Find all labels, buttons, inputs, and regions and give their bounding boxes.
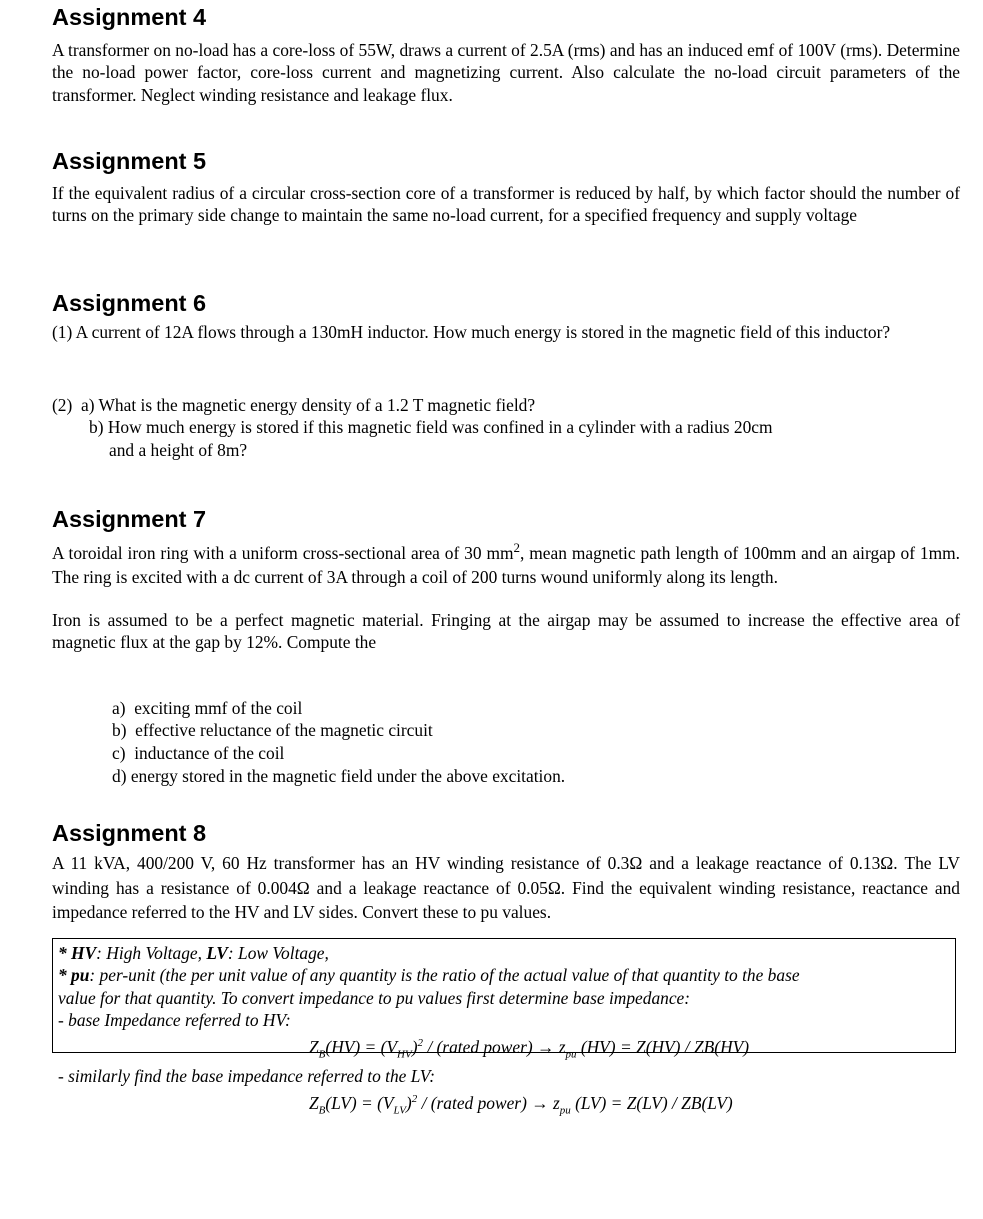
formula-lv-z: Z: [309, 1092, 319, 1113]
formula-lv-mid: ): [405, 1092, 412, 1113]
assignment-7-item-c: c) inductance of the coil: [112, 743, 285, 763]
assignment-7-item-b: b) effective reluctance of the magnetic circuit: [112, 720, 433, 740]
assignment-7-heading: Assignment 7: [52, 506, 207, 532]
formula-hv-square: 2: [417, 1036, 423, 1049]
assignment-8-body: A 11 kVA, 400/200 V, 60 Hz transformer has an HV winding resistance of 0.3Ω and a leakage reactance of 0.13Ω. The LV winding has a resistance of 0.004Ω and a leakage reactance of 0.05Ω. Find the equivalent winding resistance, reactance and impedance referred to the HV and LV sides. Convert these to pu values.: [52, 853, 960, 922]
assignment-7-item-a: a) exciting mmf of the coil: [112, 698, 303, 718]
assignment-6-question-2b-cont: and a height of 8m?: [109, 440, 248, 460]
assignment-7-body-post: , mean magnetic path length of 100mm and an airgap of 1mm. The ring is excited with a dc current of 3A through a coil of 200 turns wound uniformly along its length.: [52, 542, 960, 588]
assignment-5-heading: Assignment 5: [52, 148, 207, 174]
note-pu-text: : per-unit (the per unit value of any quantity is the ratio of the actual value of that quantity to the base: [89, 965, 800, 986]
assignment-5-body: If the equivalent radius of a circular cross-section core of a transformer is reduced by half, by which factor should the number of turns on the primary side change to maintain the same no-load current, for a specified frequency and supply voltage: [52, 183, 960, 226]
note-hv-text: : High Voltage,: [96, 943, 207, 963]
formula-lv: [58, 1088, 950, 1122]
assignment-7-body-2: Iron is assumed to be a perfect magnetic material. Fringing at the airgap may be assumed to increase the effective area of magnetic flux at the gap by 12%. Compute the: [52, 610, 960, 653]
formula-lv-v-sub: LV: [393, 1103, 406, 1116]
formula-lv-square: 2: [411, 1092, 418, 1105]
note-line-base-lv: - similarly find the base impedance referred to the LV:: [58, 1066, 436, 1087]
assignment-7-body-sup: 2: [513, 540, 521, 555]
assignment-4-body: A transformer on no-load has a core-loss of 55W, draws a current of 2.5A (rms) and has an induced emf of 100V (rms). Determine the no-load power factor, core-loss current and magnetizing current. Also calculate the no-load circuit parameters of the transformer. Neglect winding resistance and leakage flux.: [52, 40, 960, 105]
notes-box: [52, 938, 956, 1116]
assignment-8-heading: Assignment 8: [52, 820, 207, 846]
note-pu-label: * pu: [58, 965, 90, 986]
formula-hv: [58, 1032, 950, 1066]
note-hv-label: * HV: [58, 943, 97, 963]
assignment-4-heading: Assignment 4: [52, 4, 207, 30]
assignment-6-heading: Assignment 6: [52, 290, 207, 316]
formula-hv-rest: / (rated power) → z: [422, 1036, 566, 1057]
note-lv-text: : Low Voltage,: [227, 943, 329, 963]
formula-hv-v-sub: HV: [397, 1047, 412, 1060]
note-line-base-value: value for that quantity. To convert impedance to pu values first determine base impedance:: [58, 987, 691, 1008]
formula-lv-pu-sub: pu: [559, 1103, 571, 1116]
formula-hv-tail: (HV) = Z(HV) / ZB(HV): [576, 1036, 750, 1057]
assignment-6-question-2b: b) How much energy is stored if this magnetic field was confined in a cylinder with a radius 20cm: [89, 417, 773, 437]
assignment-6-question-2a: (2) a) What is the magnetic energy density of a 1.2 T magnetic field?: [52, 395, 536, 415]
assignment-7-body-pre: A toroidal iron ring with a uniform cross-sectional area of 30 mm: [52, 542, 514, 563]
formula-hv-mid: ): [411, 1036, 418, 1057]
note-lv-label: LV: [206, 943, 228, 963]
note-line-hv-lv: [58, 942, 950, 964]
formula-lv-z-sub: B: [318, 1103, 326, 1116]
assignment-7-item-d: d) energy stored in the magnetic field under the above excitation.: [112, 766, 566, 786]
formula-hv-arg: (HV) = (V: [325, 1036, 398, 1057]
formula-hv-pu-sub: pu: [565, 1047, 577, 1060]
formula-hv-z: Z: [309, 1036, 319, 1057]
assignment-6-question-1: (1) A current of 12A flows through a 130mH inductor. How much energy is stored in the magnetic field of this inductor?: [52, 322, 891, 342]
note-line-base-hv: - base Impedance referred to HV:: [58, 1010, 291, 1031]
formula-lv-arg: (LV) = (V: [325, 1092, 394, 1113]
formula-lv-tail: (LV) = Z(LV) / ZB(LV): [570, 1092, 733, 1113]
formula-hv-z-sub: B: [318, 1047, 326, 1060]
formula-lv-rest: / (rated power) → z: [417, 1092, 560, 1113]
note-line-pu: [58, 964, 950, 986]
assignment-7-body: [52, 536, 960, 590]
